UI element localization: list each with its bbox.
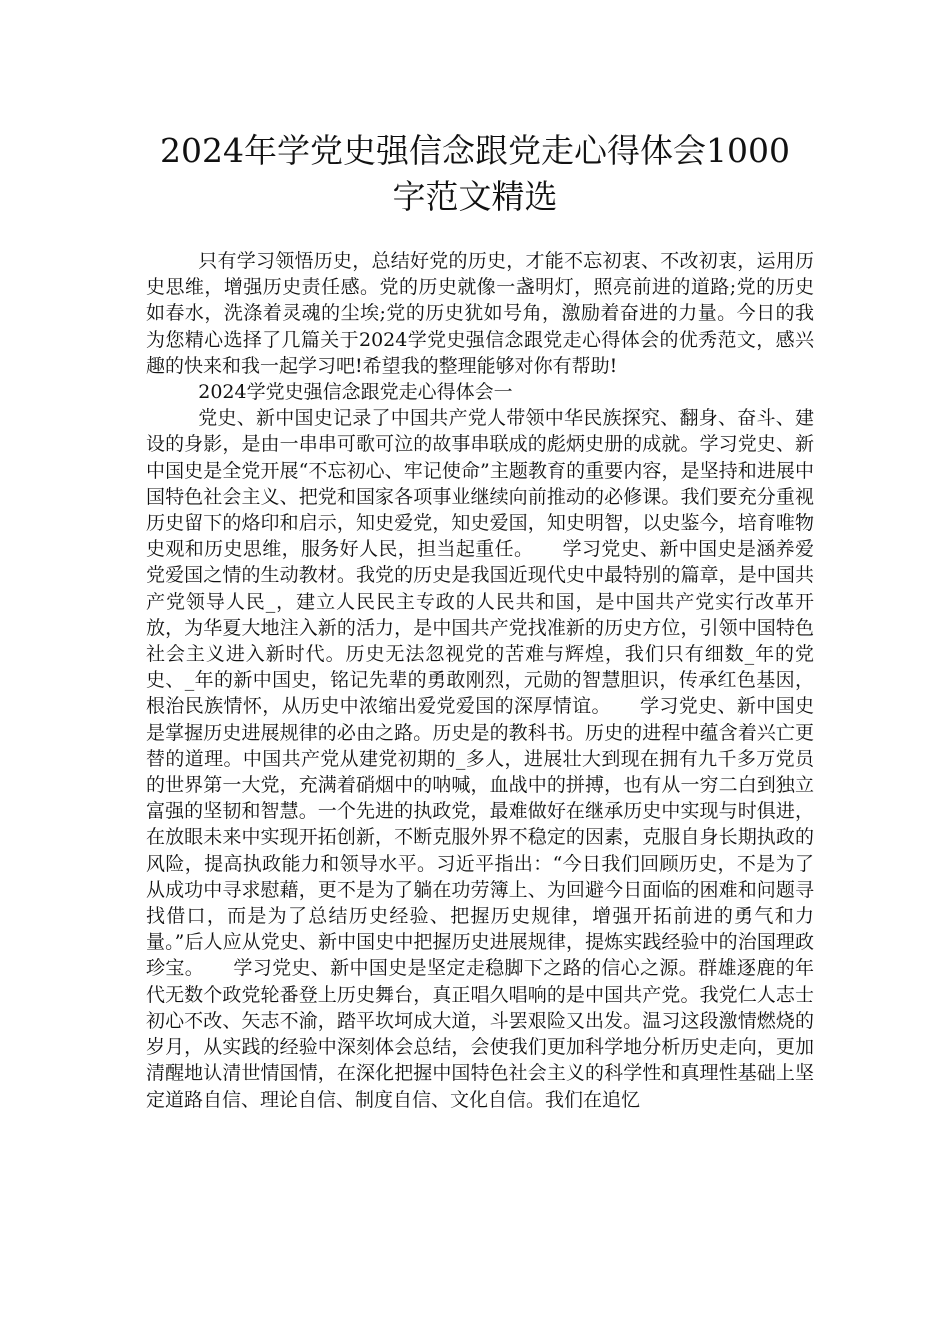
intro-paragraph: 只有学习领悟历史，总结好党的历史，才能不忘初衷、不改初衷，运用历史思维，增强历史责任感。党的历史就像一盏明灯，照亮前进的道路;党的历史如春水，洗涤着灵魂的尘埃;党的历史犹如号角，激励着奋进的力量。今日的我为您精心选择了几篇关于2024学党史强信念跟党走心得体会的优秀范文，感兴趣的快来和我一起学习吧!希望我的整理能够对你有帮助! bbox=[146, 250, 814, 377]
body-paragraph: 党史、新中国史记录了中国共产党人带领中华民族探究、翻身、奋斗、建设的身影，是由一串串可歌可泣的故事串联成的彪炳史册的成就。学习党史、新中国史是全党开展“不忘初心、牢记使命”主题教育的重要内容，是坚持和进展中国特色社会主义、把党和国家各项事业继续向前推动的必修课。我们要充分重视历史留下的烙印和启示，知史爱党，知史爱国，知史明智，以史鉴今，培育唯物史观和历史思维，服务好人民，担当起重任。 学习党史、新中国史是涵养爱党爱国之情的生动教材。我党的历史是我国近现代史中最特别的篇章，是中国共产党领导人民_，建立人民民主专政的人民共和国，是中国共产党实行改革开放，为华夏大地注入新的活力，是中国共产党找准新的历史方位，引领中国特色社会主义进入新时代。历史无法忽视党的苦难与辉煌，我们只有细数_年的党史、_年的新中国史，铭记先辈的勇敢刚烈，元勋的智慧胆识，传承红色基因，根治民族情怀，从历史中浓缩出爱党爱国的深厚情谊。 学习党史、新中国史是掌握历史进展规律的必由之路。历史是的教科书。历史的进程中蕴含着兴亡更替的道理。中国共产党从建党初期的_多人，进展壮大到现在拥有九千多万党员的世界第一大党，充满着硝烟中的呐喊，血战中的拼搏，也有从一穷二白到独立富强的坚韧和智慧。一个先进的执政党，最难做好在继承历史中实现与时俱进，在放眼未来中实现开拓创新，不断克服外界不稳定的因素，克服自身长期执政的风险，提高执政能力和领导水平。习近平指出：“今日我们回顾历史，不是为了从成功中寻求慰藉，更不是为了躺在功劳簿上、为回避今日面临的困难和问题寻找借口，而是为了总结历史经验、把握历史规律，增强开拓前进的勇气和力量。”后人应从党史、新中国史中把握历史进展规律，提炼实践经验中的治国理政珍宝。 学习党史、新中国史是坚定走稳脚下之路的信心之源。群雄逐鹿的年代无数个政党轮番登上历史舞台，真正唱久唱响的是中国共产党。我党仁人志士初心不改、矢志不渝，踏平坎坷成大道，斗罢艰险又出发。温习这段激情燃烧的岁月，从实践的经验中深刻体会总结，会使我们更加科学地分析历史走向，更加清醒地认清世情国情，在深化把握中国特色社会主义的科学性和真理性基础上坚定道路自信、理论自信、制度自信、文化自信。我们在追忆 bbox=[146, 407, 814, 1111]
title-line-1: 2024年学党史强信念跟党走心得体会1000 bbox=[160, 131, 790, 170]
document-title bbox=[110, 128, 840, 220]
section-heading: 2024学党史强信念跟党走心得体会一 bbox=[198, 381, 513, 404]
title-line-2: 字范文精选 bbox=[392, 177, 558, 216]
document-body bbox=[146, 248, 814, 1113]
